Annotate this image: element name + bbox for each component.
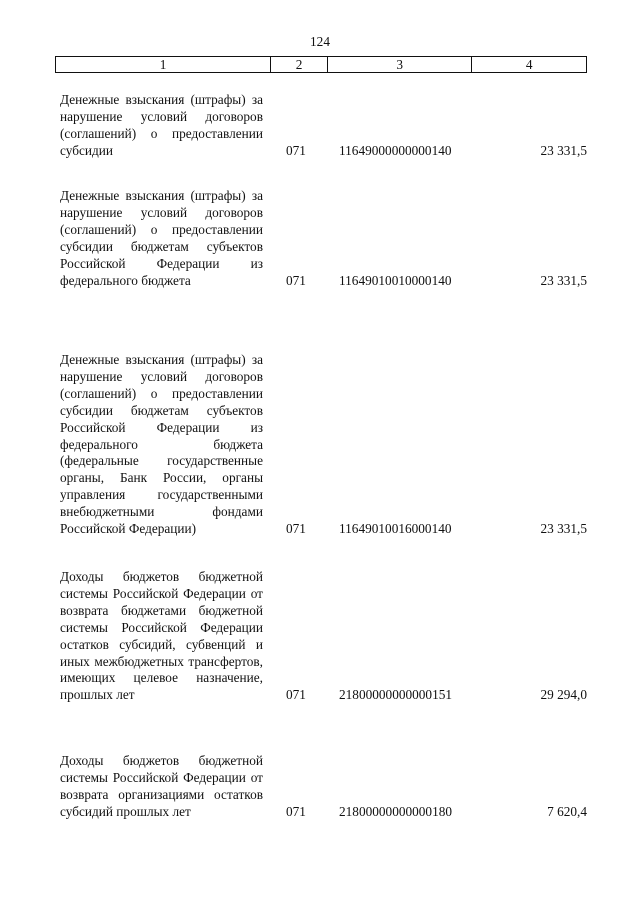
header-col-1: 1 [56,57,271,72]
row-kbk-code: 11649000000000140 [339,142,452,158]
header-col-2: 2 [271,57,328,72]
header-col-3: 3 [328,57,472,72]
row-amount: 23 331,5 [540,272,587,288]
row-admin-code: 071 [286,272,306,288]
row-admin-code: 071 [286,142,306,158]
row-amount: 7 620,4 [547,803,587,819]
row-amount: 29 294,0 [540,687,587,703]
table-header [55,56,587,73]
row-kbk-code: 11649010010000140 [339,272,452,288]
row-kbk-code: 21800000000000180 [339,803,453,819]
row-description: Доходы бюджетов бюджетной системы Российской Федерации от возврата организациями остатков субсидий прошлых лет [60,753,263,819]
row-kbk-code: 11649010016000140 [339,521,452,537]
row-amount: 23 331,5 [540,142,587,158]
row-description: Денежные взыскания (штрафы) за нарушение условий договоров (соглашений) о предоставлении субсидии [60,92,263,158]
row-kbk-code: 21800000000000151 [339,687,453,703]
table-row [60,753,587,821]
row-description: Доходы бюджетов бюджетной системы Российской Федерации от возврата бюджетами бюджетной системы Российской Федерации остатков субсидий, субвенций и иных межбюджетных трансфертов, имеющих целевое назначение, прошлых лет [60,569,263,703]
table-row [60,569,587,704]
row-admin-code: 071 [286,521,306,537]
table-row [60,188,587,289]
page-number: 124 [310,34,330,49]
row-admin-code: 071 [286,803,306,819]
row-amount: 23 331,5 [540,521,587,537]
row-description: Денежные взыскания (штрафы) за нарушение условий договоров (соглашений) о предоставлении субсидии бюджетам субъектов Российской Федерации из федерального бюджета [60,188,263,288]
header-col-4: 4 [525,57,533,72]
row-description: Денежные взыскания (штрафы) за нарушение условий договоров (соглашений) о предоставлении субсидии бюджетам субъектов Российской Федерации из федерального бюджета (федеральные государственные органы, Банк России, органы управления государственными внебюджетными фондами Российской Федерации) [60,352,263,537]
table-row [60,352,587,538]
row-admin-code: 071 [286,687,306,703]
table-row [60,92,587,160]
